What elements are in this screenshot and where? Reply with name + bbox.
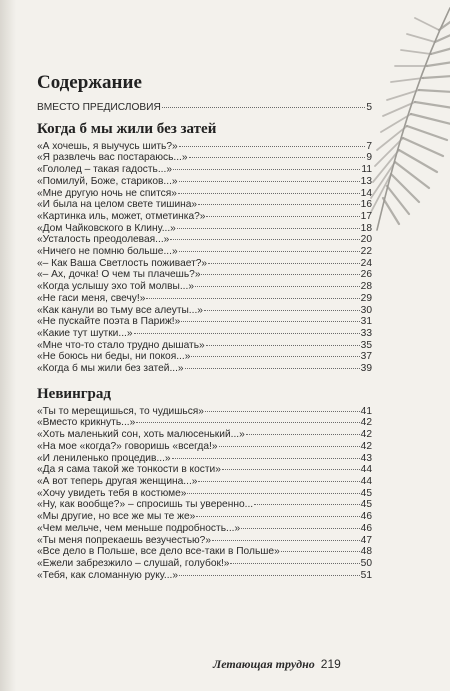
dot-leader [178, 193, 360, 194]
dot-leader [185, 368, 360, 369]
toc-entry[interactable] [37, 441, 372, 453]
dot-leader [212, 540, 360, 541]
toc-entry-title: «Не гаси меня, свечу!» [37, 292, 146, 304]
toc-entry-title: «Когда б мы жили без затей...» [37, 363, 184, 375]
toc-entry-title: «Гололед – такая гадость...» [37, 164, 173, 176]
toc-entry[interactable] [37, 246, 372, 258]
toc-entry-title: ВМЕСТО ПРЕДИСЛОВИЯ [37, 102, 161, 113]
dot-leader [222, 469, 360, 470]
toc-entry-list [37, 406, 372, 582]
toc-entry-title: «Мне другую ночь не спится» [37, 187, 177, 199]
dot-leader [162, 107, 365, 108]
toc-entry-list [37, 141, 372, 375]
toc-entry-page: 46 [360, 522, 372, 534]
dot-leader [189, 157, 366, 158]
dot-leader [205, 411, 360, 412]
toc-entry[interactable] [37, 328, 372, 340]
toc-entry-title: «– Как Ваша Светлость поживает?» [37, 257, 208, 269]
toc-entry-title: «Не пускайте поэта в Париж!» [37, 316, 181, 328]
toc-entry-title: «Тебя, как сломанную руку...» [37, 569, 179, 581]
toc-entry-page: 46 [360, 511, 372, 523]
section-title: Невинград [37, 385, 111, 402]
toc-entry-title: «Какие тут шутки...» [37, 327, 133, 339]
toc-entry-page: 9 [366, 152, 372, 164]
toc-entry-page: 41 [360, 405, 372, 417]
toc-entry-title: «Ничего не помню больше...» [37, 246, 178, 258]
toc-entry-page: 11 [361, 164, 372, 176]
toc-entry-page: 28 [360, 281, 372, 293]
dot-leader [136, 422, 359, 423]
toc-entry-title: «А вот теперь другая женщина...» [37, 475, 198, 487]
binding-shadow [0, 0, 16, 691]
toc-entry-page: 24 [360, 257, 372, 269]
toc-entry-page: 33 [360, 327, 372, 339]
page-footer [213, 657, 341, 672]
dot-leader [187, 493, 359, 494]
toc-entry[interactable] [37, 305, 372, 317]
dot-leader [170, 239, 359, 240]
toc-entry[interactable] [37, 453, 372, 465]
toc-entry[interactable] [37, 316, 372, 328]
toc-entry-title: «Да я сама такой же тонкости в кости» [37, 464, 221, 476]
toc-entry-page: 30 [360, 304, 372, 316]
toc-entry-page: 50 [360, 557, 372, 569]
toc-entry[interactable] [37, 523, 372, 535]
toc-entry[interactable] [37, 281, 372, 293]
toc-entry-title: «Вместо крикнуть...» [37, 417, 136, 429]
dot-leader [281, 551, 360, 552]
toc-entry[interactable] [37, 211, 372, 223]
dot-leader [198, 204, 360, 205]
toc-entry[interactable] [37, 199, 372, 211]
dot-leader [134, 333, 360, 334]
toc-entry-title: «Хочу увидеть тебя в костюме» [37, 487, 187, 499]
toc-entry[interactable] [37, 363, 372, 375]
dot-leader [173, 169, 360, 170]
toc-section [37, 385, 372, 582]
toc-entry[interactable] [37, 223, 372, 235]
toc-entry[interactable] [37, 476, 372, 488]
toc-entry-title: «На мое «когда?» говоришь «всегда!» [37, 440, 218, 452]
toc-entry-page: 45 [360, 487, 372, 499]
table-of-contents [37, 72, 372, 591]
toc-entry-foreword[interactable] [37, 102, 372, 114]
dot-leader [198, 481, 359, 482]
toc-entry[interactable] [37, 535, 372, 547]
dot-leader [208, 263, 360, 264]
dot-leader [181, 321, 359, 322]
toc-entry-title: «Хоть маленький сон, хоть малюсенький...» [37, 429, 245, 441]
dot-leader [179, 146, 366, 147]
toc-entry-page: 47 [360, 534, 372, 546]
toc-entry-title: «Мы другие, но все же мы те же» [37, 511, 196, 523]
toc-entry-title: «Картинка иль, может, отметинка?» [37, 210, 206, 222]
toc-entry-title: «А хочешь, я выучусь шить?» [37, 140, 178, 152]
toc-entry-page: 26 [360, 269, 372, 281]
dot-leader [179, 575, 360, 576]
dot-leader [206, 216, 359, 217]
toc-entry[interactable] [37, 464, 372, 476]
toc-entry-page: 29 [360, 292, 372, 304]
toc-entry[interactable] [37, 176, 372, 188]
toc-entry-title: «Как канули во тьму все алеуты...» [37, 304, 203, 316]
dot-leader [206, 345, 360, 346]
dot-leader [179, 181, 360, 182]
toc-entry-title: «– Ах, дочка! О чем ты плачешь?» [37, 269, 201, 281]
toc-entry[interactable] [37, 488, 372, 500]
toc-entry-title: «Ну, как вообще?» – спросишь ты уверенно... [37, 499, 254, 511]
dot-leader [204, 310, 360, 311]
toc-section [37, 120, 372, 375]
toc-entry-page: 31 [360, 316, 372, 328]
toc-entry[interactable] [37, 340, 372, 352]
running-title: Летающая трудно [213, 657, 315, 671]
toc-entry-page: 13 [360, 175, 372, 187]
dot-leader [195, 286, 360, 287]
toc-entry[interactable] [37, 429, 372, 441]
dot-leader [179, 251, 360, 252]
toc-entry-page: 35 [360, 339, 372, 351]
toc-entry[interactable] [37, 293, 372, 305]
toc-entry[interactable] [37, 546, 372, 558]
toc-entry-page: 22 [360, 246, 372, 258]
toc-entry-page: 5 [366, 102, 372, 113]
toc-entry[interactable] [37, 558, 372, 570]
toc-entry[interactable] [37, 141, 372, 153]
toc-entry-title: «Ежели забрезжило – слушай, голубок!» [37, 557, 230, 569]
dot-leader [246, 434, 360, 435]
toc-entry[interactable] [37, 511, 372, 523]
toc-entry-title: «Мне что-то стало трудно дышать» [37, 339, 205, 351]
toc-entry-title: «Не боюсь ни беды, ни покоя...» [37, 351, 191, 363]
toc-entry[interactable] [37, 269, 372, 281]
toc-entry-page: 51 [360, 569, 372, 581]
dot-leader [230, 563, 359, 564]
page-number: 219 [320, 657, 341, 671]
toc-entry[interactable] [37, 406, 372, 418]
dot-leader [201, 274, 359, 275]
toc-entry-title: «Чем мельче, чем меньше подробность...» [37, 522, 241, 534]
section-title: Когда б мы жили без затей [37, 120, 217, 137]
toc-entry[interactable] [37, 417, 372, 429]
dot-leader [177, 228, 360, 229]
toc-entry-title: «Все дело в Польше, все дело все-таки в Польше» [37, 546, 280, 558]
toc-entry-page: 7 [366, 140, 372, 152]
dot-leader [191, 356, 359, 357]
toc-entry-page: 18 [360, 222, 372, 234]
toc-entry-page: 16 [360, 199, 372, 211]
toc-entry-page: 17 [360, 210, 372, 222]
toc-entry-page: 48 [360, 546, 372, 558]
toc-entry-page: 44 [360, 464, 372, 476]
toc-entry-title: «И лениленько процедив...» [37, 452, 171, 464]
dot-leader [254, 504, 360, 505]
toc-entry[interactable] [37, 164, 372, 176]
dot-leader [219, 446, 360, 447]
toc-entry-title: «Ты то мерещишься, то чудишься» [37, 405, 204, 417]
toc-entry[interactable] [37, 152, 372, 164]
toc-entry-page: 42 [360, 440, 372, 452]
toc-entry-title: «Дом Чайковского в Клину...» [37, 222, 176, 234]
toc-entry[interactable] [37, 351, 372, 363]
toc-entry[interactable] [37, 234, 372, 246]
toc-entry-page: 42 [360, 417, 372, 429]
toc-entry-page: 45 [360, 499, 372, 511]
toc-entry-title: «Ты меня попрекаешь везучестью?» [37, 534, 211, 546]
toc-entry-page: 42 [360, 429, 372, 441]
toc-entry-title: «Когда услышу эхо той молвы...» [37, 281, 194, 293]
toc-entry-page: 37 [360, 351, 372, 363]
toc-entry-page: 14 [360, 187, 372, 199]
toc-entry-page: 43 [360, 452, 372, 464]
dot-leader [146, 298, 359, 299]
toc-entry[interactable] [37, 499, 372, 511]
dot-leader [196, 516, 359, 517]
toc-entry-title: «Я развлечь вас постараюсь...» [37, 152, 188, 164]
toc-entry-title: «Помилуй, Боже, стариков...» [37, 175, 178, 187]
toc-entry[interactable] [37, 570, 372, 582]
dot-leader [241, 528, 359, 529]
toc-entry-page: 20 [360, 234, 372, 246]
toc-entry-title: «Усталость преодолевая...» [37, 234, 170, 246]
toc-entry-page: 39 [360, 363, 372, 375]
toc-entry[interactable] [37, 258, 372, 270]
toc-entry[interactable] [37, 188, 372, 200]
dot-leader [172, 458, 360, 459]
toc-entry-page: 44 [360, 475, 372, 487]
contents-title: Содержание [37, 72, 142, 93]
toc-entry-title: «И была на целом свете тишина» [37, 199, 198, 211]
